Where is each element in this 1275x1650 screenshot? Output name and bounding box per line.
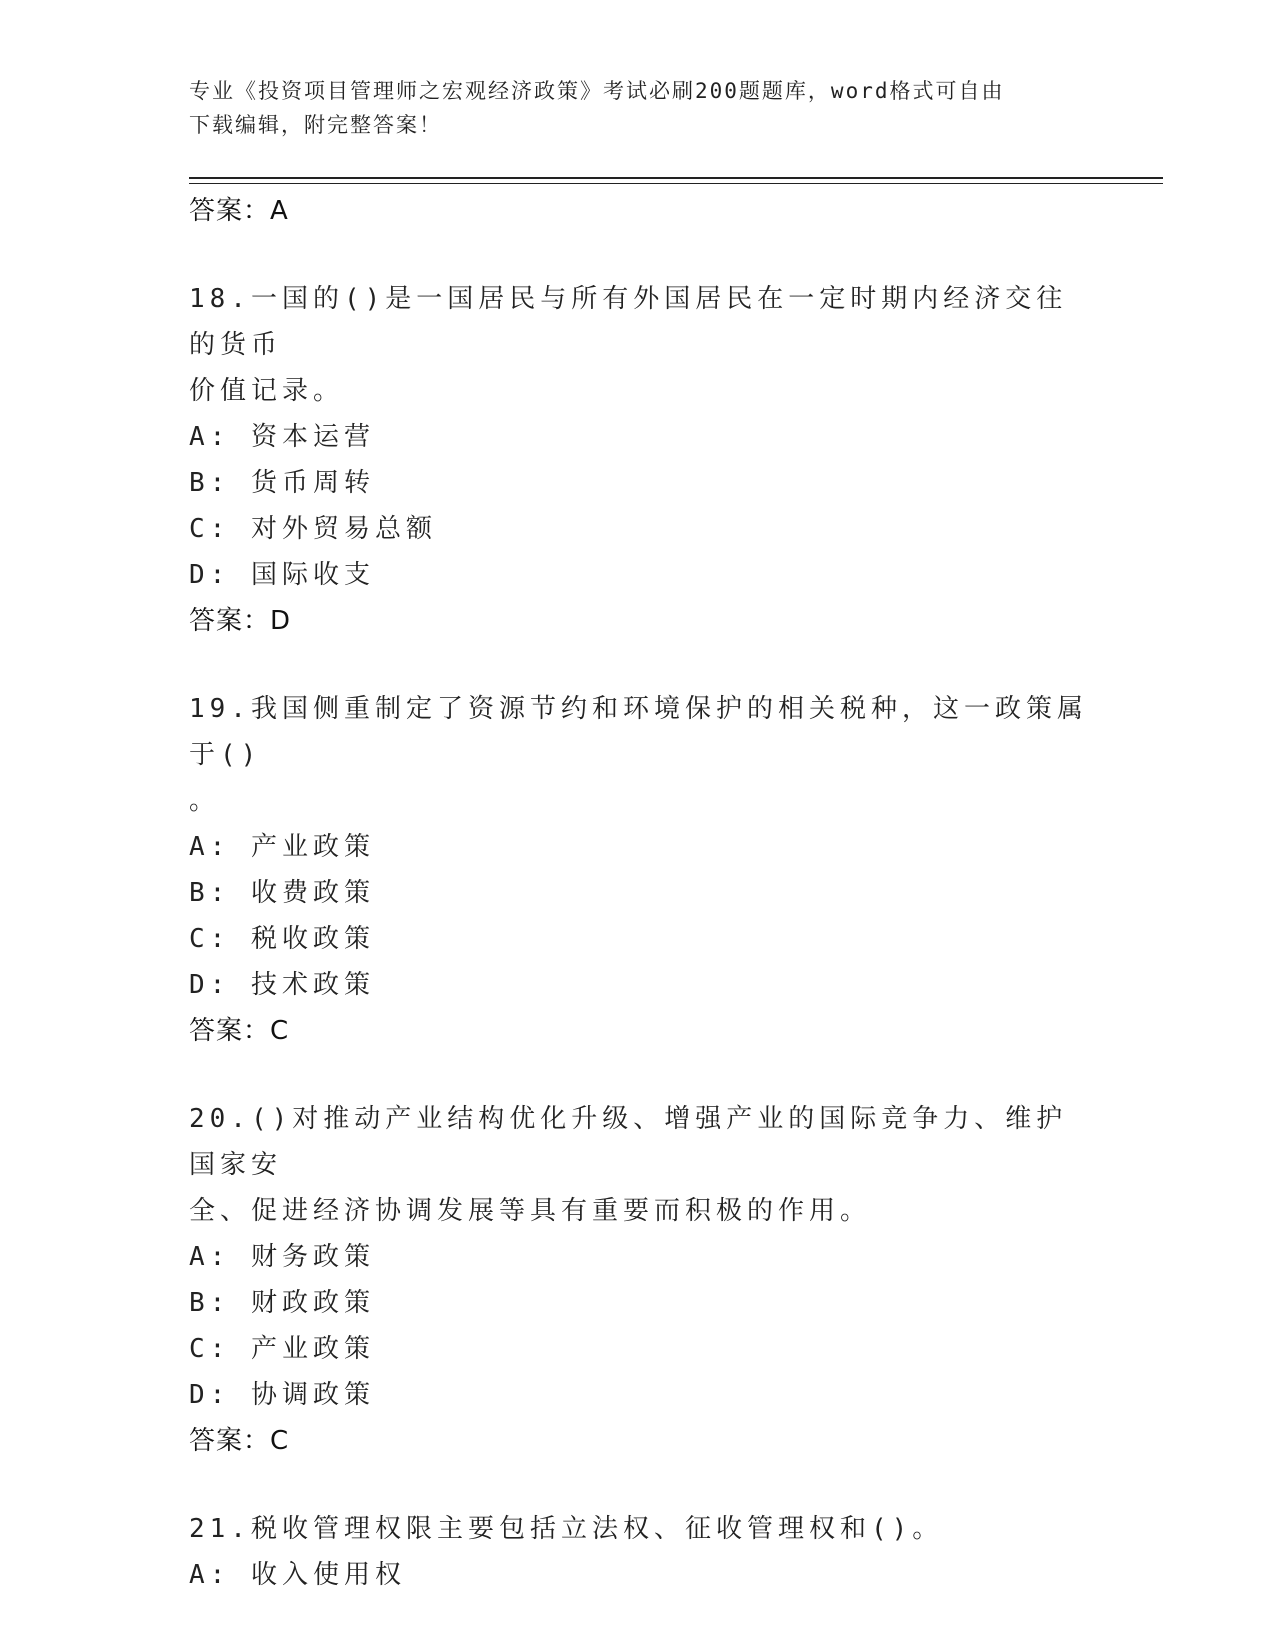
option-b: B: 货币周转	[189, 468, 375, 498]
spacer	[189, 644, 1089, 686]
question-text-continued: 。	[189, 786, 221, 816]
question-text: 20.()对推动产业结构优化升级、增强产业的国际竞争力、维护国家安	[189, 1104, 1068, 1180]
document-header	[189, 74, 1089, 142]
option-b: B: 财政政策	[189, 1288, 375, 1318]
option-d: D: 国际收支	[189, 560, 375, 590]
question-block-19	[189, 686, 1089, 1054]
answer: 答案：C	[189, 1426, 290, 1456]
question-text: 19.我国侧重制定了资源节约和环境保护的相关税种，这一政策属于()	[189, 694, 1088, 770]
header-title-line-1: 专业《投资项目管理师之宏观经济政策》考试必刷200题题库，word格式可自由	[189, 79, 1005, 103]
answer-17: 答案：A	[189, 196, 289, 226]
question-block-18	[189, 276, 1089, 644]
question-text: 18.一国的()是一国居民与所有外国居民在一定时期内经济交往的货币	[189, 284, 1068, 360]
option-c: C: 产业政策	[189, 1334, 375, 1364]
question-text-continued: 全、促进经济协调发展等具有重要而积极的作用。	[189, 1196, 872, 1226]
spacer	[189, 1054, 1089, 1096]
option-a: A: 财务政策	[189, 1242, 375, 1272]
question-block-21	[189, 1506, 1089, 1598]
question-text: 21.税收管理权限主要包括立法权、征收管理权和()。	[189, 1514, 944, 1544]
answer: 答案：C	[189, 1016, 290, 1046]
option-a: A: 产业政策	[189, 832, 375, 862]
option-b: B: 收费政策	[189, 878, 375, 908]
header-rule-thin	[189, 183, 1163, 184]
spacer	[189, 1464, 1089, 1506]
document-body	[189, 188, 1089, 1598]
option-c: C: 对外贸易总额	[189, 514, 437, 544]
answer: 答案：D	[189, 606, 292, 636]
option-a: A: 资本运营	[189, 422, 375, 452]
header-rule-thick	[189, 177, 1163, 179]
question-block-20	[189, 1096, 1089, 1464]
header-title-line-2: 下载编辑，附完整答案！	[189, 113, 442, 137]
question-text-continued: 价值记录。	[189, 376, 345, 406]
option-c: C: 税收政策	[189, 924, 375, 954]
spacer	[189, 234, 1089, 276]
option-d: D: 技术政策	[189, 970, 375, 1000]
option-d: D: 协调政策	[189, 1380, 375, 1410]
option-a: A: 收入使用权	[189, 1560, 406, 1590]
